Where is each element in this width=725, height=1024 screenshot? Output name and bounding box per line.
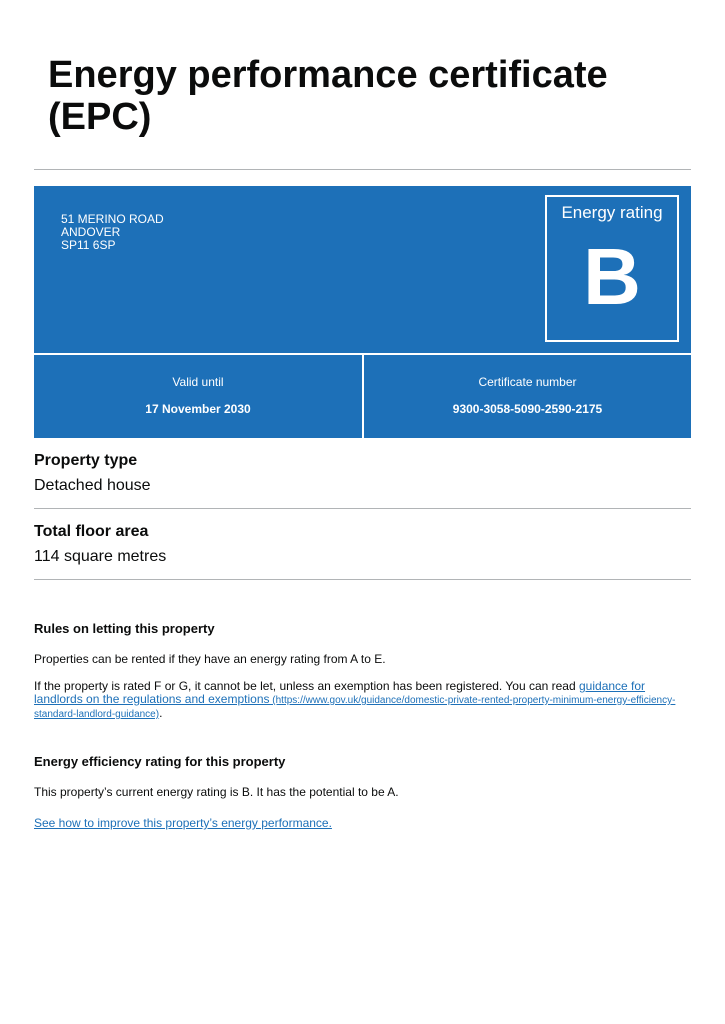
property-address xyxy=(61,213,164,252)
address-line-3: SP11 6SP xyxy=(61,238,116,252)
certificate-number-cell xyxy=(364,355,691,438)
address-line-2: ANDOVER xyxy=(61,225,121,239)
summary-divider-1 xyxy=(34,508,691,509)
floor-area-value: 114 square metres xyxy=(34,548,167,565)
letting-rules-para-2 xyxy=(34,680,694,721)
title-divider xyxy=(34,169,691,170)
landlord-guidance-link-url[interactable]: (https://www.gov.uk/guidance/domestic-private-rented-property-minimum-energy-efficiency-standard-landlord-guidance) xyxy=(34,695,676,720)
letting-rules-para-1: Properties can be rented if they have an energy rating from A to E. xyxy=(34,652,386,666)
address-line-1: 51 MERINO ROAD xyxy=(61,212,164,226)
energy-rating-label: Energy rating xyxy=(561,203,663,222)
valid-until-cell xyxy=(34,355,362,438)
efficiency-rating-heading: Energy efficiency rating for this property xyxy=(34,754,286,769)
energy-rating-box xyxy=(545,195,679,342)
improve-performance-link[interactable]: See how to improve this property’s energy performance. xyxy=(34,816,332,830)
page-title: Energy performance certificate (EPC) xyxy=(48,54,608,138)
floor-area-heading: Total floor area xyxy=(34,523,149,540)
letting-rules-para-2-end: . xyxy=(159,706,163,720)
certificate-number-label: Certificate number xyxy=(478,375,577,389)
efficiency-rating-para: This property’s current energy rating is B. It has the potential to be A. xyxy=(34,785,399,799)
energy-rating-letter: B xyxy=(583,232,641,321)
certificate-number-value: 9300-3058-5090-2590-2175 xyxy=(452,402,603,416)
property-type-heading: Property type xyxy=(34,452,138,469)
valid-until-label: Valid until xyxy=(172,375,224,389)
summary-divider-2 xyxy=(34,579,691,580)
landlord-guidance-link-text[interactable]: guidance for landlords on the regulations and exemptions xyxy=(34,679,646,706)
valid-until-value: 17 November 2030 xyxy=(145,402,251,416)
property-type-value: Detached house xyxy=(34,477,151,494)
improve-performance-paragraph xyxy=(34,817,694,830)
letting-rules-para-2-text: If the property is rated F or G, it cannot be let, unless an exemption has been registered. You can read xyxy=(34,679,579,693)
epc-header-panel xyxy=(34,186,691,438)
letting-rules-heading: Rules on letting this property xyxy=(34,621,215,636)
